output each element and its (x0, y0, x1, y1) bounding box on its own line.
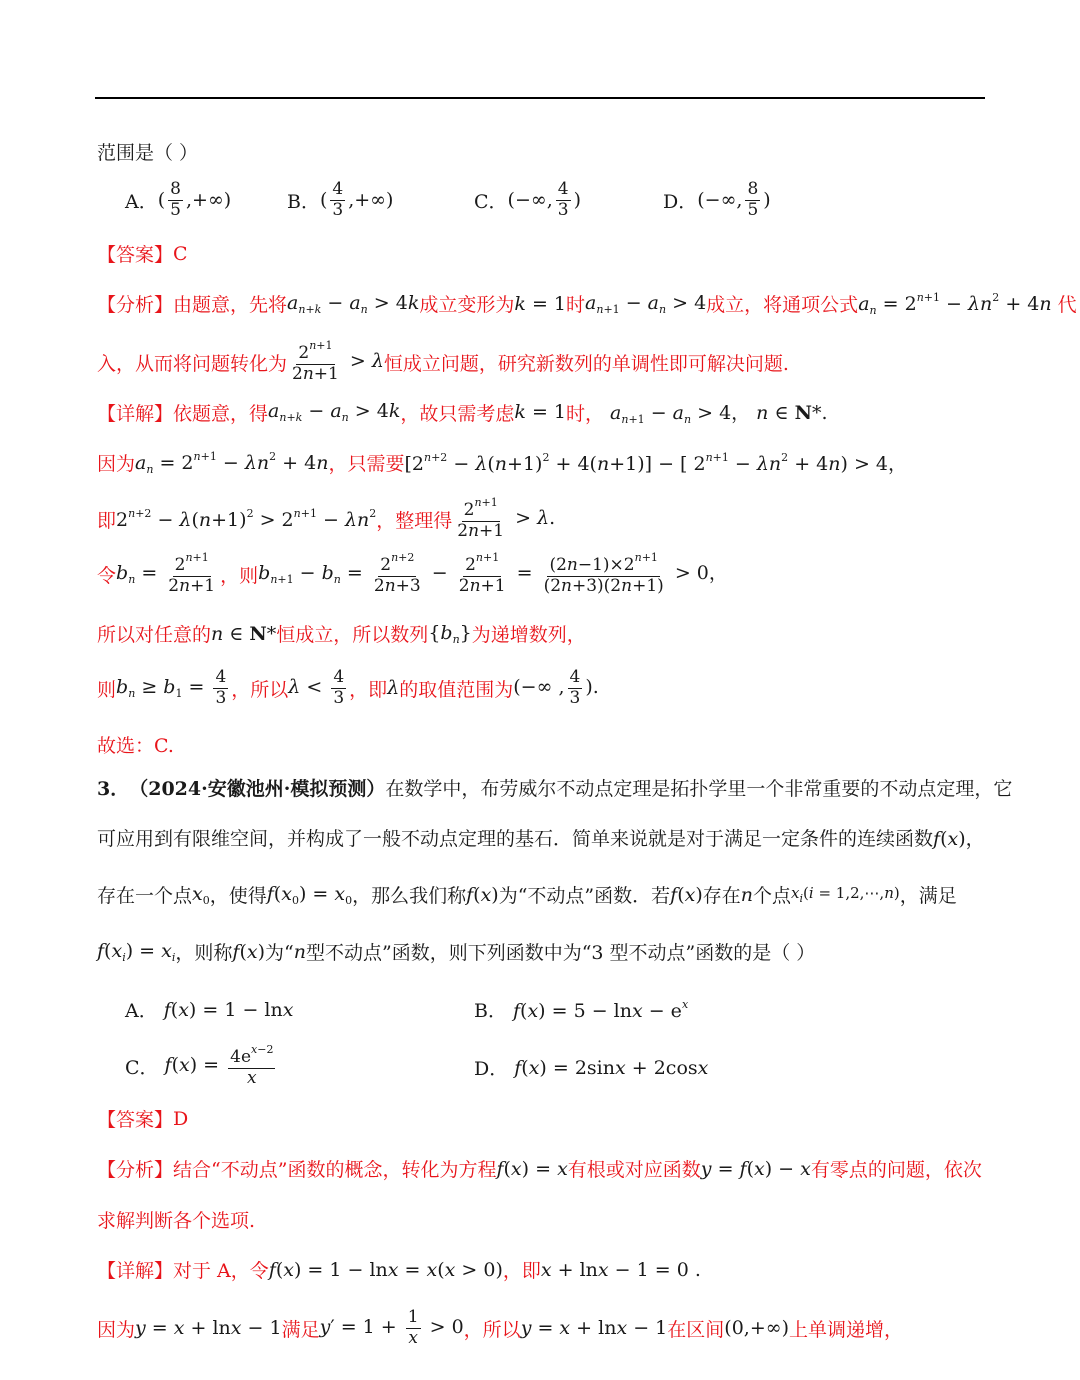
q2-detail-line5: 所以对任意的 n ∈ N* 恒成立，所以数列 $\{b_n\}$ 为递增数列， (97, 621, 586, 646)
q2-option-c: C． (−∞, $\frac{4}{3}$ ) (474, 179, 581, 220)
q3-option-a: A． f(x) = 1 − lnx (125, 998, 294, 1022)
q2-detail-line4: 令 $b_n$ = $\frac{2^{n+1}}{2n+1}$ ，则 $b_{n+1} - b_n$ = $\frac{2^{n+2}}{2n+3}$ − $\frac{2^{n+1}}{2n+1}$ = $\frac{(2n-1)\times 2^{n+1}}{(2n+3)(2n+1)}$ > 0， (97, 551, 728, 596)
q3-answer: 【答案】 D (97, 1107, 189, 1131)
q3-stem-line3: 存在一个点 $x_0$ ，使得 $f(x_0) = x_0$ ，那么我们称 f(x) 为“不动点”函数．若 f(x) 存在 n 个点 $x_i(i$ = 1,2,⋯,n) ，满足 (97, 882, 957, 907)
header-rule (95, 97, 985, 99)
q3-option-c: C． f(x) = $\frac{4e^{x-2}}{x}$ (125, 1043, 274, 1088)
q2-option-b: B． ( $\frac{4}{3}$ ,+∞) (287, 179, 394, 220)
q3-analysis-line1: 【分析】 结合“不动点”函数的概念，转化为方程 f(x) = x 有根或对应函数 y = f(x) − x 有零点的问题，依次 (97, 1157, 982, 1181)
q3-option-d: D． f(x) = 2sinx + 2cosx (474, 1056, 709, 1080)
q3-detail-line2: 因为 y = x + lnx − 1 满足 y′ = 1 + $\frac{1}{x}$ > 0 ，所以 y = x + lnx − 1 在区间 (0,+∞) 上单调递增， (97, 1307, 903, 1348)
q2-analysis-line1: 【分析】 由题意，先将 $a_{n+k} - a_n > 4k$ 成立变形为 k = 1 时 $a_{n+1} - a_n > 4$ 成立，将通项公式 $a_n = 2^{n+1} - \lambda n^2 + 4n$ 代 (97, 290, 1077, 317)
q3-detail-line1: 【详解】 对于 A，令 f(x) = 1 − lnx = x(x > 0) ，即 x + lnx − 1 = 0 . (97, 1258, 701, 1282)
q2-stem-tail: 范围是（ ） (97, 142, 199, 164)
q3-stem-line4: $f(x_i) = x_i$ ，则称 f(x) 为“ n 型不动点”函数，则下列函数中为“3 型不动点”函数的是（ ） (97, 939, 816, 964)
q3-option-b: B． $f(x) = 5 - \ln x - e^x$ (474, 997, 689, 1022)
q3-stem-line2: 可应用到有限维空间，并构成了一般不动点定理的基石．简单来说就是对于满足一定条件的连续函数 f(x)， (97, 828, 985, 850)
q2-option-a: A． ( $\frac{8}{5}$ ,+∞) (125, 179, 232, 220)
q3-stem-line1: 3． （2024·安徽池州·模拟预测） 在数学中，布劳威尔不动点定理是拓扑学里一个非常重要的不动点定理，它 (97, 778, 1013, 800)
q2-analysis-line2: 入，从而将问题转化为 $\frac{2^{n+1}}{2n+1}$ > λ 恒成立问题，研究新数列的单调性即可解决问题. (97, 339, 789, 384)
q2-answer: 【答案】 C (97, 242, 188, 266)
q3-analysis-line2: 求解判断各个选项. (97, 1210, 256, 1232)
q2-detail-line2: 因为 $a_n = 2^{n+1} - \lambda n^2 + 4n$ ，只需要 $[2^{n+2} - \lambda(n+1)^2 + 4(n+1)]$ − [ $2^{n+1} - \lambda n^2 + 4n) > 4$， (97, 449, 908, 476)
q2-detail-line6: 则 $b_n \ge b_1$ = $\frac{4}{3}$ ，所以 λ < $\frac{4}{3}$ ，即 λ 的取值范围为 (−∞ , $\frac{4}{3}$ ). (97, 667, 599, 708)
q2-choose: 故选：C. (97, 735, 174, 757)
q2-detail-line3: 即 $2^{n+2} - \lambda(n+1)^2 > 2^{n+1} - \lambda n^2$ ，整理得 $\frac{2^{n+1}}{2n+1}$ > λ. (97, 496, 556, 541)
q2-option-d: D． (−∞, $\frac{8}{5}$ ) (663, 179, 771, 220)
q2-detail-line1: 【详解】 依题意，得 $a_{n+k} - a_n > 4k$ ，故只需考虑 k = 1 时， $a_{n+1} - a_n > 4$， n ∈ N*. (97, 400, 828, 426)
